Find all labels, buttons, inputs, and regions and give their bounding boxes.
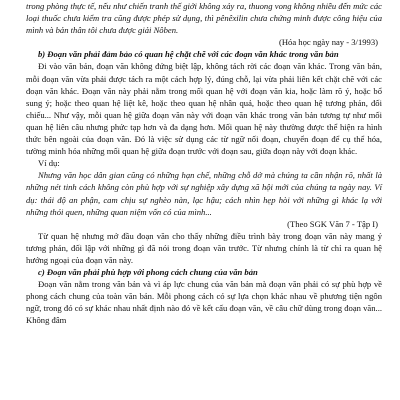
paragraph-c: Đoạn văn nằm trong văn bản và vì áp lực chung của văn bản mà đoạn văn phải có sự phù hợp về phong cách chung của toàn văn bản. Mỗi phong cách có sự lựa chọn khác nhau về phương tiện ngôn ngữ, trong đó có sự khác nhau nhất định nào đó về kết cấu đoạn văn, về câu chữ dùng trong đoạn văn... Không đâm <box>26 279 382 326</box>
example-quote: Nhưng văn học dân gian cũng có những hạn chế, những chỗ dở mà chúng ta cần nhận rõ, nhất là những nét tinh cách không còn phù hợp với sự nghiệp xây dựng xã hội mới của chúng ta ngày nay. Ví dụ: thái độ an phận, cam chịu sự nghèo nàn, lạc hậu; cách nhìn hẹp hòi với những gì khác lạ với những thói quen, những quan niệm vốn có của mình... <box>26 170 382 217</box>
example-label: Ví dụ: <box>38 158 60 169</box>
source-citation-1: (Hóa học ngày nay - 3/1993) <box>278 37 378 48</box>
top-paragraph: trong phòng thực tế, nếu như chiến tranh thế giới không xảy ra, thuong vong không nhiều đến mức các loại thuốc chưa kiểm tra cũng được phép sử dụng, thì pênêxilin chưa chứng minh được công hiệu của mình và bản thân tôi chưa được giải Nôben. <box>26 1 382 36</box>
paragraph-b: Đi vào văn bản, đoạn văn không đứng biệt lập, không tách rời các đoạn văn khác. Trong văn bản, mỗi đoạn văn vừa phải được tách ra một cách hợp lý, đúng chỗ, lại vừa phải liên kết chặt chẽ với các đoạn văn khác. Đoạn văn này phải nằm trong mối quan hệ với đoạn văn kia, hoặc làm rõ ý, hoặc bổ sung ý; hoặc theo quan hệ liệt kê, hoặc theo quan hệ nhân quả, hoặc theo quan hệ tương phản, đối chiếu... Như vậy, mỗi quan hệ giữa đoạn văn này với đoạn văn khác trong văn bản tương tự như mối quan hệ liên câu nhưng phức tạp hơn và đa dạng hơn. Mối quan hệ này thường được thể hiện ra hình thức bên ngoài của đoạn văn. Đó là việc sử dụng các từ ngữ nối đoạn, chuyển đoạn để cụ thể hóa, tường minh hóa những mối quan hệ giữa đoạn trước với đoạn sau, giữa đoạn này với đoạn khác. <box>26 61 382 157</box>
source-citation-2: (Theo SGK Văn 7 - Tập I) <box>287 218 378 229</box>
section-heading-c: c) Đoạn văn phải phù hợp với phong cách chung của văn bản <box>38 267 258 278</box>
section-heading-b: b) Đoạn văn phải đảm bảo có quan hệ chặt chẽ với các đoạn văn khác trong văn bản <box>38 49 339 60</box>
paragraph-after-example: Từ quan hệ nhưng mở đầu đoạn văn cho thấy những điều trình bày trong đoạn văn này mang ý tương phản, đối lập với những gì đã nói trong đoạn văn trước. Từ nhưng chính là từ chỉ ra quan hệ hướng ngoại của đoạn văn này. <box>26 230 382 265</box>
